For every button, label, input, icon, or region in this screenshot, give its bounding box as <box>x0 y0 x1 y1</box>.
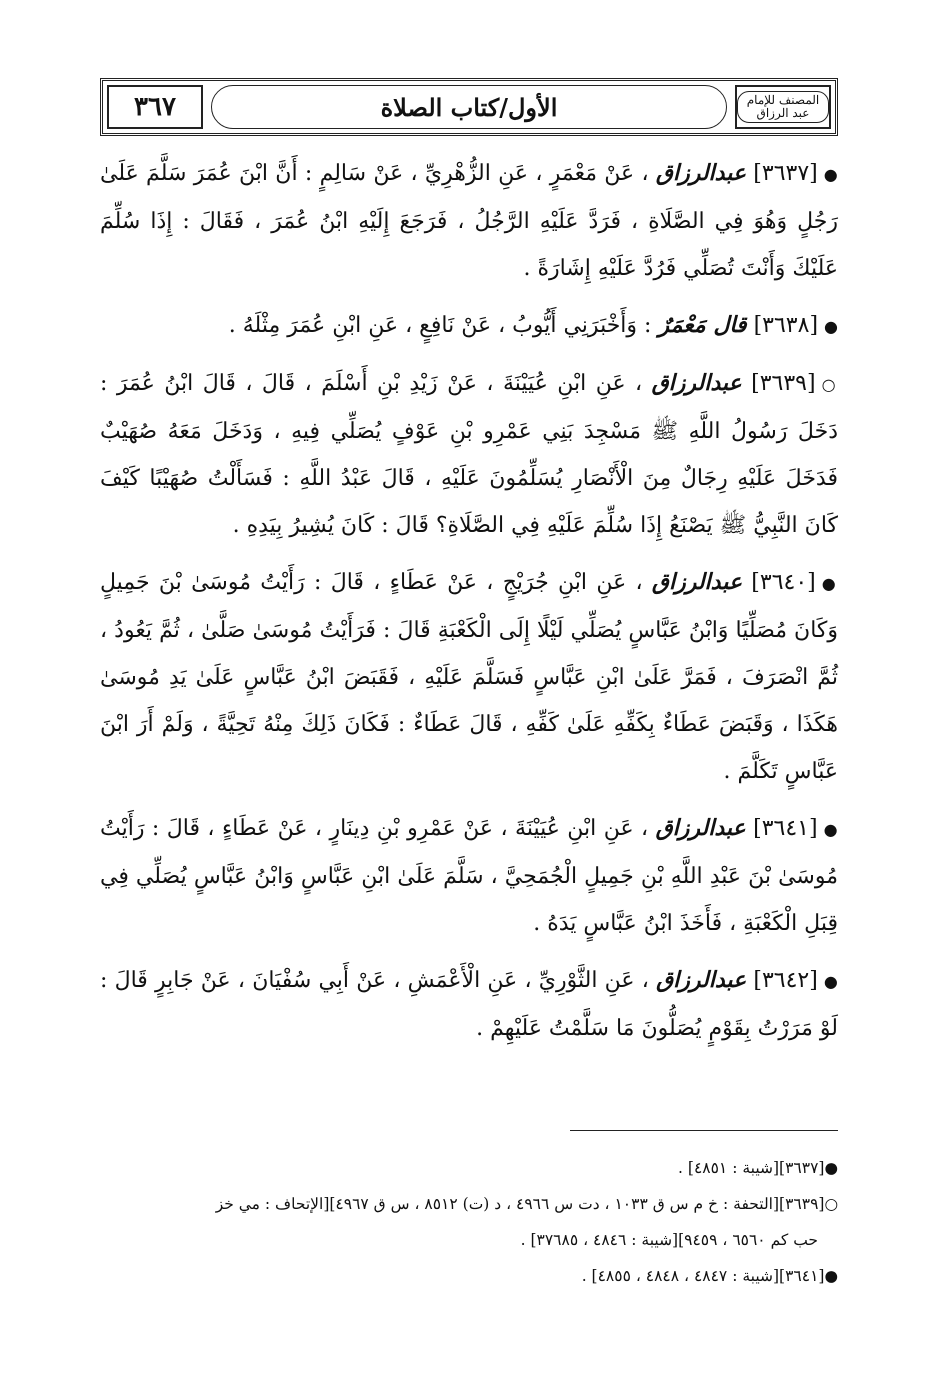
hadith-3642 <box>100 957 838 1052</box>
hadith-number: [٣٦٣٩] <box>751 371 816 396</box>
footnote-text: [٣٦٣٧][شيبة : ٤٨٥١] . <box>678 1159 825 1177</box>
hadith-number: [٣٦٣٨] <box>753 313 819 338</box>
footnote-text: [٣٦٤١][شيبة : ٤٨٤٧ ، ٤٨٤٨ ، ٤٨٥٥] . <box>581 1267 825 1285</box>
hadith-narrator: عبدالرزاق <box>655 160 746 186</box>
hadith-text: ، عَنْ مَعْمَرٍ ، عَنِ الزُّهْرِيِّ ، عَنْ سَالِمٍ : أَنَّ ابْنَ عُمَرَ سَلَّمَ عَلَىٰ رَجُلٍ وَهُوَ فِي الصَّلَاةِ ، فَرَدَّ عَلَيْهِ الرَّجُلُ ، فَرَجَعَ إِلَيْهِ ابْنُ عُمَرَ ، فَقَالَ : إِذَا سُلِّمَ عَلَيْكَ وَأَنْتَ تُصَلِّي فَرُدَّ عَلَيْهِ إِشَارَةً . <box>100 161 838 281</box>
hadith-text: ، عَنِ ابْنِ عُيَيْنَةَ ، عَنْ زَيْدِ بْنِ أَسْلَمَ ، قَالَ ، قَالَ ابْنُ عُمَرَ : دَخَلَ رَسُولُ اللَّهِ ﷺ مَسْجِدَ بَنِي عَمْرِو بْنِ عَوْفٍ يُصَلِّي فِيهِ ، وَدَخَلَ مَعَهُ صُهَيْبٌ فَدَخَلَ عَلَيْهِ رِجَالٌ مِنَ الْأَنْصَارِ يُسَلِّمُونَ عَلَيْهِ ، قَالَ عَبْدُ اللَّهِ : فَسَأَلْتُ صُهَيْبًا كَيْفَ كَانَ النَّبِيُّ ﷺ يَصْنَعُ إِذَا سُلِّمَ عَلَيْهِ فِي الصَّلَاةِ؟ قَالَ : كَانَ يُشِيرُ بِيَدِهِ . <box>100 371 838 538</box>
hadith-number: [٣٦٤٠] <box>751 570 816 595</box>
hadith-narrator: قال مَعْمَرٌ <box>658 312 747 338</box>
footnote-3637 <box>100 1150 838 1186</box>
hadith-text: ، عَنِ ابْنِ جُرَيْجٍ ، عَنْ عَطَاءٍ ، قَالَ : رَأَيْتُ مُوسَىٰ بْنَ جَمِيلٍ وَكَانَ مُصَلِّيًا وَابْنُ عَبَّاسٍ يُصَلِّي لَيْلًا إِلَى الْكَعْبَةِ قَالَ : فَرَأَيْتُ مُوسَىٰ صَلَّىٰ ، ثُمَّ يَعُودُ ، ثُمَّ انْصَرَفَ ، فَمَرَّ عَلَىٰ ابْنِ عَبَّاسٍ فَسَلَّمَ عَلَيْهِ ، فَقَبَضَ ابْنُ عَبَّاسٍ عَلَىٰ يَدِ مُوسَىٰ هَكَذَا ، وَقَبَضَ عَطَاءٌ بِكَفِّهِ عَلَىٰ كَفِّهِ ، قَالَ عَطَاءٌ : فَكَانَ ذَلِكَ مِنْهُ تَحِيَّةً ، وَلَمْ أَرَ ابْنَ عَبَّاسٍ تَكَلَّمَ . <box>100 570 838 784</box>
hadith-marker: ● <box>823 820 839 839</box>
hadith-marker: ● <box>823 165 839 184</box>
hadith-text: : وَأَخْبَرَنِي أَيُّوبُ ، عَنْ نَافِعٍ ، عَنِ ابْنِ عُمَرَ مِثْلَهُ . <box>228 313 652 338</box>
page-header <box>100 78 838 136</box>
hadith-3638 <box>100 302 838 350</box>
running-title: الأول/كتاب الصلاة <box>380 92 558 122</box>
hadith-3641 <box>100 805 838 947</box>
hadith-marker: ● <box>823 972 838 991</box>
hadith-number: [٣٦٣٧] <box>753 161 818 186</box>
footnote-continuation: حب كم ٦٥٦٠ ، ٩٤٥٩][شيبة : ٤٨٤٦ ، ٣٧٦٨٥] . <box>520 1231 818 1249</box>
running-title-box <box>211 85 727 129</box>
hadith-narrator: عبدالرزاق <box>656 967 747 993</box>
hadith-number: [٣٦٤٢] <box>753 968 818 993</box>
hadith-number: [٣٦٤١] <box>753 816 818 841</box>
footnote-marker: ● <box>824 1159 838 1177</box>
footnote-3639 <box>100 1186 838 1258</box>
hadith-marker: ● <box>824 317 838 336</box>
footnotes <box>100 1150 838 1294</box>
hadith-3637 <box>100 150 838 292</box>
hadith-3640 <box>100 559 838 795</box>
hadith-narrator: عبدالرزاق <box>651 569 742 595</box>
main-text <box>100 150 838 1062</box>
hadith-3639 <box>100 360 838 549</box>
hadith-marker: ○ <box>821 375 838 394</box>
footnote-3641 <box>100 1258 838 1294</box>
hadith-narrator: عبدالرزاق <box>655 815 746 841</box>
page-number-box <box>107 85 203 129</box>
hadith-narrator: عبدالرزاق <box>651 370 742 396</box>
footnote-marker: ● <box>824 1267 838 1285</box>
footnote-separator <box>570 1130 838 1131</box>
hadith-marker: ● <box>821 574 838 593</box>
hadith-text: ، عَنِ الثَّوْرِيِّ ، عَنِ الْأَعْمَشِ ، عَنْ أَبِي سُفْيَانَ ، عَنْ جَابِرٍ قَالَ : لَوْ مَرَرْتُ بِقَوْمٍ يُصَلُّونَ مَا سَلَّمْتُ عَلَيْهِمْ . <box>100 968 838 1041</box>
page-number: ٣٦٧ <box>134 92 176 122</box>
book-seal: المصنف للإمام عبد الرزاق <box>737 91 829 123</box>
book-seal-box <box>735 85 831 129</box>
footnote-text: [٣٦٣٩][التحفة : خ م س ق ١٠٣٣ ، دت س ٤٩٦٦ ، د (ت) ٨٥١٢ ، س ق ٤٩٦٧][الإتحاف : مي خز <box>215 1195 825 1213</box>
hadith-text: ، عَنِ ابْنِ عُيَيْنَةَ ، عَنْ عَمْرِو بْنِ دِينَارٍ ، عَنْ عَطَاءٍ ، قَالَ : رَأَيْتُ مُوسَىٰ بْنَ عَبْدِ اللَّهِ بْنِ جَمِيلٍ الْجُمَحِيَّ ، سَلَّمَ عَلَىٰ ابْنِ عَبَّاسٍ وَابْنُ عَبَّاسٍ يُصَلِّي فِي قِبَلِ الْكَعْبَةِ ، فَأَخَذَ ابْنُ عَبَّاسٍ يَدَهُ . <box>100 816 838 936</box>
footnote-marker: ○ <box>824 1195 838 1213</box>
